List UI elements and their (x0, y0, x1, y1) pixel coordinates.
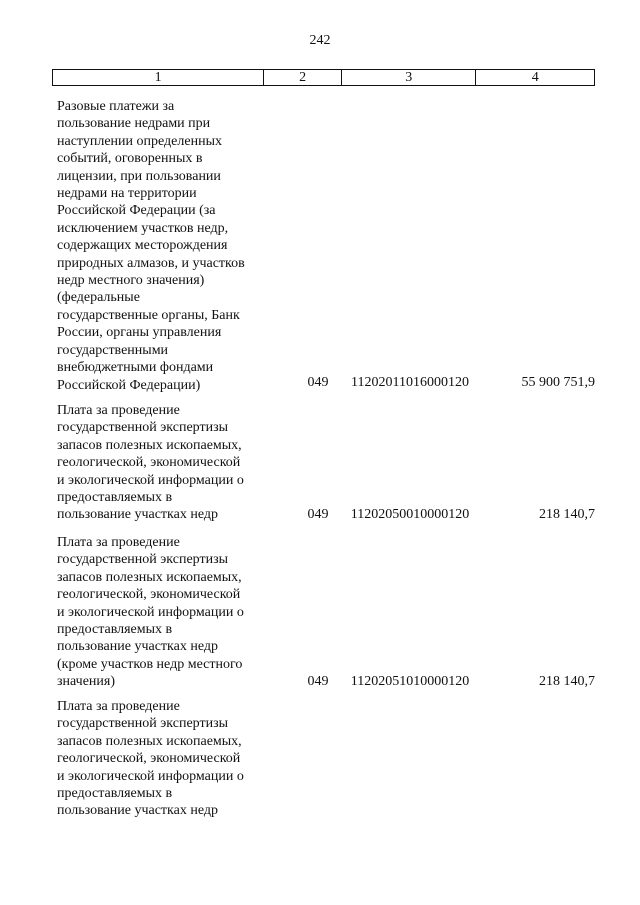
table-row (57, 402, 595, 526)
page-number: 242 (309, 33, 331, 48)
table-row (57, 534, 595, 692)
row-description: Плата за проведение государственной экспертизы запасов полезных ископаемых, геологической, экономической и экологической информации о предоставляемых в пользование участках недр (кроме участков недр местного значения) (57, 535, 244, 690)
row-amount: 218 140,7 (539, 674, 595, 689)
row-code: 049 (307, 375, 329, 390)
row-description: Разовые платежи за пользование недрами при наступлении определенных событий, оговоренных в лицензии, при пользовании недрами на территории Российской Федерации (за исключением участков недр, содержащих месторождения природных алмазов, и участков недр местного значения) (федеральные государственные органы, Банк России, органы управления государственными внебюджетными фондами Российской Федерации) (57, 99, 245, 393)
row-amount: 55 900 751,9 (521, 375, 595, 390)
header-col-2: 2 (263, 70, 341, 85)
header-col-3: 3 (341, 70, 476, 85)
table-row (57, 698, 595, 822)
row-description: Плата за проведение государственной экспертизы запасов полезных ископаемых, геологической, экономической и экологической информации о предоставляемых в пользование участках недр (57, 403, 244, 523)
header-col-4: 4 (475, 70, 594, 85)
row-code: 049 (307, 674, 329, 689)
row-description: Плата за проведение государственной экспертизы запасов полезных ископаемых, геологической, экономической и экологической информации о предоставляемых в пользование участках недр (57, 699, 244, 819)
row-kbk: 11202051010000120 (350, 674, 470, 689)
table-header-row (52, 69, 595, 86)
table-row (57, 98, 595, 398)
row-kbk: 11202050010000120 (350, 507, 470, 522)
row-amount: 218 140,7 (539, 507, 595, 522)
header-col-1: 1 (154, 70, 162, 85)
row-code: 049 (307, 507, 329, 522)
row-kbk: 11202011016000120 (351, 375, 469, 390)
